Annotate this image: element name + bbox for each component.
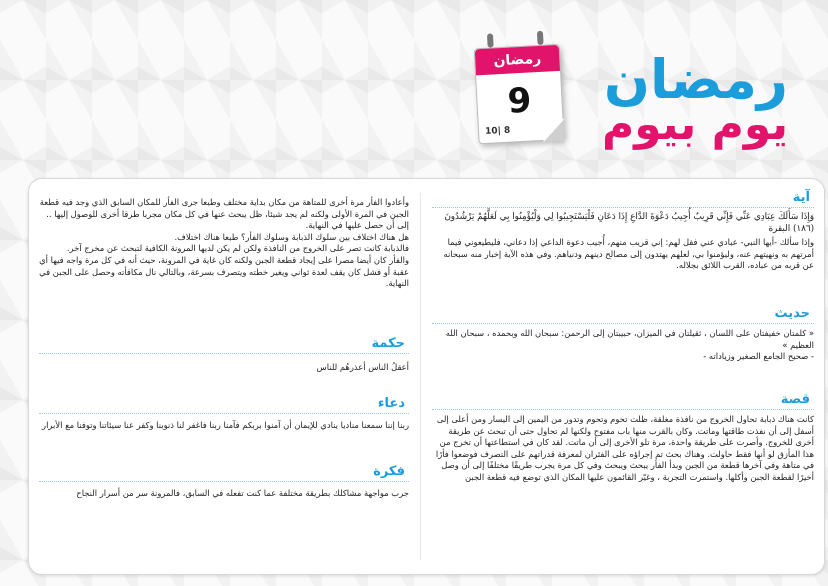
dua-text: ربنا إننا سمعنا مناديا ينادي للإيمان أن آمنوا بربكم فآمنا ربنا فاغفر لنا ذنوبنا وكفر عنا سيئاتنا وتوفنا مع الأبرار — [42, 420, 409, 430]
hadith-text: « كلمتان خفيفتان على اللسان ، ثقيلتان في الميزان، حبيبتان إلى الرحمن: سبحان الله وبحمده ، سبحان الله العظيم » — [445, 328, 814, 350]
aya-explanation: وإذا سألك -أيها النبي- عبادي عني فقل لهم: إني قريب منهم، أُجيب دعوة الداعي إذا دعاني، فليطيعوني فيما أمرتهم به ونهيتهم عنه، وليؤمنوا بي، لعلهم يهتدون إلى مصالح دينهم ودنياهم. وفي هذه الآية إخبار منه سبحانه عن قربه من عباده، القرب اللائق بجلاله. — [443, 237, 814, 271]
hadith-section — [432, 305, 814, 363]
logo-subtitle: يوم بيوم — [602, 99, 788, 150]
hadith-source: - صحيح الجامع الصغير وزياداته - — [703, 351, 814, 362]
calendar-month: رمضان — [475, 45, 560, 75]
section-title-hadith: حديث — [774, 306, 810, 321]
calendar-ring-icon — [487, 33, 494, 47]
story-paragraph: هل هناك اختلاف بين سلوك الذبابة وسلوك الفأر؟ طبعا هناك اختلاف. — [174, 231, 409, 242]
aya-verse: وَإِذَا سَأَلَكَ عِبَادِي عَنِّي فَإِنِّي قَرِيبٌ أُجِيبُ دَعْوَةَ الدَّاعِ إِذَا دَعَانِ فَلْيَسْتَجِيبُوا لِي وَلْيُؤْمِنُوا بِي لَعَلَّهُمْ يَرْشُدُونَ (١٨٦) البقرة — [444, 212, 814, 234]
section-divider — [39, 481, 409, 482]
aya-section — [432, 189, 814, 272]
section-divider — [432, 409, 814, 410]
section-divider — [432, 207, 814, 208]
section-divider — [39, 353, 409, 354]
calendar-page — [474, 44, 565, 144]
section-divider — [39, 413, 409, 414]
logo-title: رمضان — [603, 48, 788, 111]
calendar-footer: 10| 8 — [484, 125, 511, 137]
ramadan-logo — [548, 48, 788, 150]
fikra-section — [39, 463, 409, 500]
section-title-fikra: فكرة — [373, 464, 405, 479]
section-title-qissa: قصة — [780, 392, 810, 407]
story-paragraph: والفأر كان أيضا مصرا على إيجاد قطعة الجبن ولكنه كان غاية في المرونة، حيث أنه في كل مرة واجه فيها أي عقبة أو فشل كان يقف لعدة ثواني ويغير خطته ويتصرف بسرعة، وبالتالي نال مكافأته وحصل على الجبن في النهاية. — [39, 254, 409, 289]
left-column — [29, 179, 419, 574]
content-panel — [28, 178, 825, 575]
story-continuation — [39, 197, 409, 290]
section-title-aya: آية — [792, 190, 810, 205]
qissa-section — [432, 391, 814, 484]
fikra-text: جرب مواجهة مشاكلك بطريقة مختلفة عما كنت تفعله في السابق، فالمرونة سر من أسرار النجاح — [76, 488, 409, 498]
section-divider — [432, 323, 814, 324]
story-paragraph: فالذبابة كانت تصر على الخروج من النافذة ولكن لم يكن لديها المرونة الكافية لتبحث عن مخرج آخر. — [66, 243, 409, 254]
section-title-dua: دعاء — [377, 396, 405, 411]
calendar-day: 9 — [506, 80, 533, 122]
column-divider — [420, 193, 421, 560]
page-curl-icon — [543, 119, 566, 142]
calendar-ring-icon — [537, 31, 544, 45]
calendar-icon — [473, 36, 568, 147]
hikma-section — [39, 335, 409, 374]
hikma-text: أعقلُ الناس أعذرهُم للناس — [316, 362, 409, 372]
dua-section — [39, 395, 409, 432]
qissa-text: كانت هناك ذبابة تحاول الخروج من نافذة مغلقة، ظلت تحوم وتحوم وتدور من اليمين إلى اليسار ومن أعلى إلى أسفل إلى أن نفذت طاقتها وماتت. وكان بالقرب منها باب مفتوح ولكنها لم تحاول حتى أن تبحث عن طريقة أخرى للخروج. وأصرت على طريقة واحدة، مرة تلو الأخرى إلى أن ماتت. لقد كان في استطاعتها أن تخرج من هذا المأزق لو أنها فقط حاولت. وهناك بحث تم إجراؤه على الفئران لمعرفة قدراتهم على التصرف فوضعوا فأرًا في متاهة وفي آخرها قطعة من الجبن وبدأ الفأر يبحث ويبحث وفي كل مرة يجرب طريقًا مختلفًا إلى أن وصل أخيرًا لقطعة الجبن وأكلها. واستمرت التجربة ، وغيّر القائمون عليها المكان الذي توضع فيه قطعة الجبن — [435, 414, 814, 482]
section-title-hikma: حكمة — [371, 336, 405, 351]
right-column — [422, 179, 824, 574]
story-paragraph: وأعادوا الفأر مرة أخرى للمتاهة من مكان بداية مختلف وطبعا جرى الفأر للمكان السابق الذي وجد فيه قطعة الجبن في المرة الأولى ولكنه لم يجد شيئا، ظل يبحث عنها في كل مكان مجربا طرقا أخرى للوصول إليها .. إلى أن حصل عليها في النهاية. — [39, 197, 409, 231]
